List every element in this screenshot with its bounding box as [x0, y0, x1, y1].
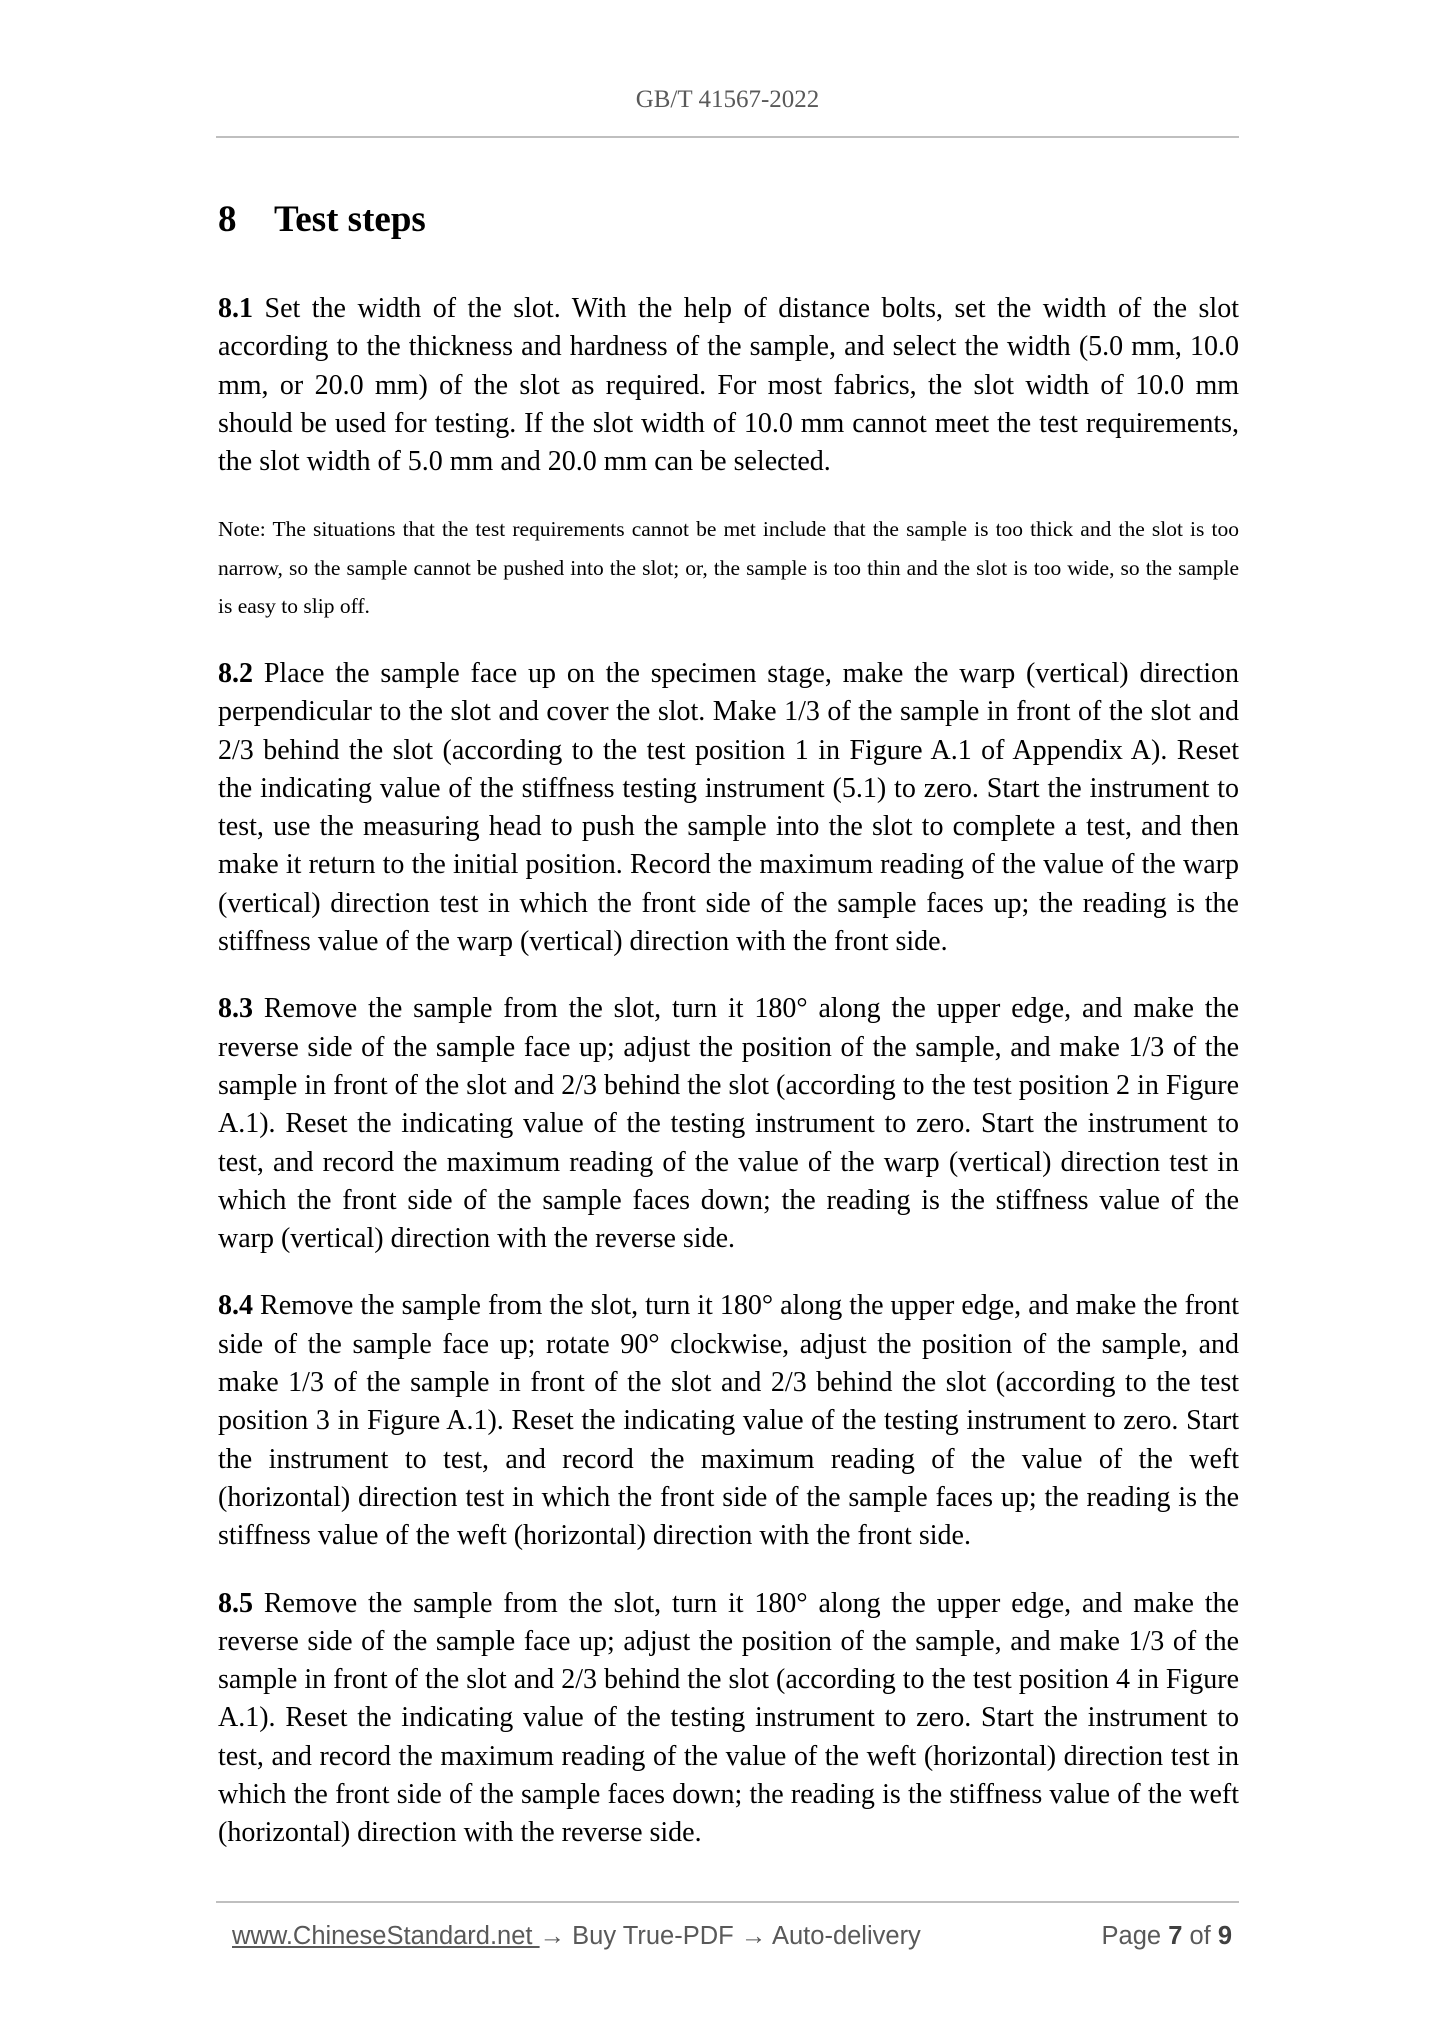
clause-number: 8.5: [218, 1587, 253, 1619]
total-pages-number: 9: [1217, 1922, 1232, 1950]
clause-8-3: [218, 990, 1239, 1258]
of-label: of: [1182, 1922, 1218, 1950]
clause-number: 8.2: [218, 657, 253, 689]
clause-number: 8.3: [218, 993, 253, 1025]
section-heading: [218, 198, 426, 241]
page-footer: [232, 1922, 1232, 1958]
header-divider: [216, 136, 1239, 138]
clause-text: Place the sample face up on the specimen stage, make the warp (vertical) direction perpendicular to the slot and cover the slot. Make 1/3 of the sample in front of the slot and 2/3 behind the slot (according to the test position 1 in Figure A.1 of Appendix A). Reset the indicating value of the stiffness testing instrument (5.1) to zero. Start the instrument to test, use the measuring head to push the sample into the slot to complete a test, and then make it return to the initial position. Record the maximum reading of the value of the warp (vertical) direction test in which the front side of the sample faces up; the reading is the stiffness value of the warp (vertical) direction with the front side.: [218, 657, 1239, 958]
buy-text: Buy True-PDF: [565, 1922, 741, 1950]
clause-8-1: [218, 290, 1239, 481]
clause-8-2: [218, 655, 1239, 961]
section-body: [218, 290, 1239, 1882]
clause-number: 8.4: [218, 1290, 253, 1322]
arrow-right-icon: →: [539, 1922, 566, 1950]
clause-8-4: [218, 1287, 1239, 1555]
note: Note: The situations that the test requirements cannot be met include that the sample is too thick and the slot is too narrow, so the sample cannot be pushed into the slot; or, the sample is too thin and the slot is too wide, so the sample is easy to slip off.: [218, 517, 1239, 619]
footer-promo: [232, 1922, 921, 1951]
clause-text: Remove the sample from the slot, turn it 180° along the upper edge, and make the reverse side of the sample face up; adjust the position of the sample, and make 1/3 of the sample in front of the slot and 2/3 behind the slot (according to the test position 4 in Figure A.1). Reset the indicating value of the testing instrument to zero. Start the instrument to test, and record the maximum reading of the value of the weft (horizontal) direction test in which the front side of the sample faces down; the reading is the stiffness value of the weft (horizontal) direction with the reverse side.: [218, 1587, 1239, 1849]
arrow-right-icon: →: [740, 1922, 767, 1950]
page-label: Page: [1101, 1922, 1169, 1950]
section-number: 8: [218, 199, 237, 240]
clause-number: 8.1: [218, 293, 253, 324]
clause-text: Set the width of the slot. With the help of distance bolts, set the width of the slot according to the thickness and hardness of the sample, and select the width (5.0 mm, 10.0 mm, or 20.0 mm) of the slot as required. For most fabrics, the slot width of 10.0 mm should be used for testing. If the slot width of 10.0 mm cannot meet the test requirements, the slot width of 5.0 mm and 20.0 mm can be selected.: [218, 293, 1239, 478]
delivery-text: Auto-delivery: [766, 1922, 921, 1950]
current-page-number: 7: [1168, 1922, 1183, 1950]
clause-text: Remove the sample from the slot, turn it 180° along the upper edge, and make the front side of the sample face up; rotate 90° clockwise, adjust the position of the sample, and make 1/3 of the sample in front of the slot and 2/3 behind the slot (according to the test position 3 in Figure A.1). Reset the indicating value of the testing instrument to zero. Start the instrument to test, and record the maximum reading of the value of the weft (horizontal) direction test in which the front side of the sample faces up; the reading is the stiffness value of the weft (horizontal) direction with the front side.: [218, 1290, 1239, 1552]
section-title-text: Test steps: [274, 199, 426, 240]
page-indicator: [1102, 1922, 1232, 1951]
clause-8-5: [218, 1585, 1239, 1853]
clause-text: Remove the sample from the slot, turn it 180° along the upper edge, and make the reverse side of the sample face up; adjust the position of the sample, and make 1/3 of the sample in front of the slot and 2/3 behind the slot (according to the test position 2 in Figure A.1). Reset the indicating value of the testing instrument to zero. Start the instrument to test, and record the maximum reading of the value of the warp (vertical) direction test in which the front side of the sample faces down; the reading is the stiffness value of the warp (vertical) direction with the reverse side.: [218, 993, 1239, 1255]
website-link[interactable]: www.ChineseStandard.net: [232, 1922, 540, 1950]
footer-divider: [216, 1901, 1239, 1903]
running-header: GB/T 41567-2022: [635, 86, 820, 113]
